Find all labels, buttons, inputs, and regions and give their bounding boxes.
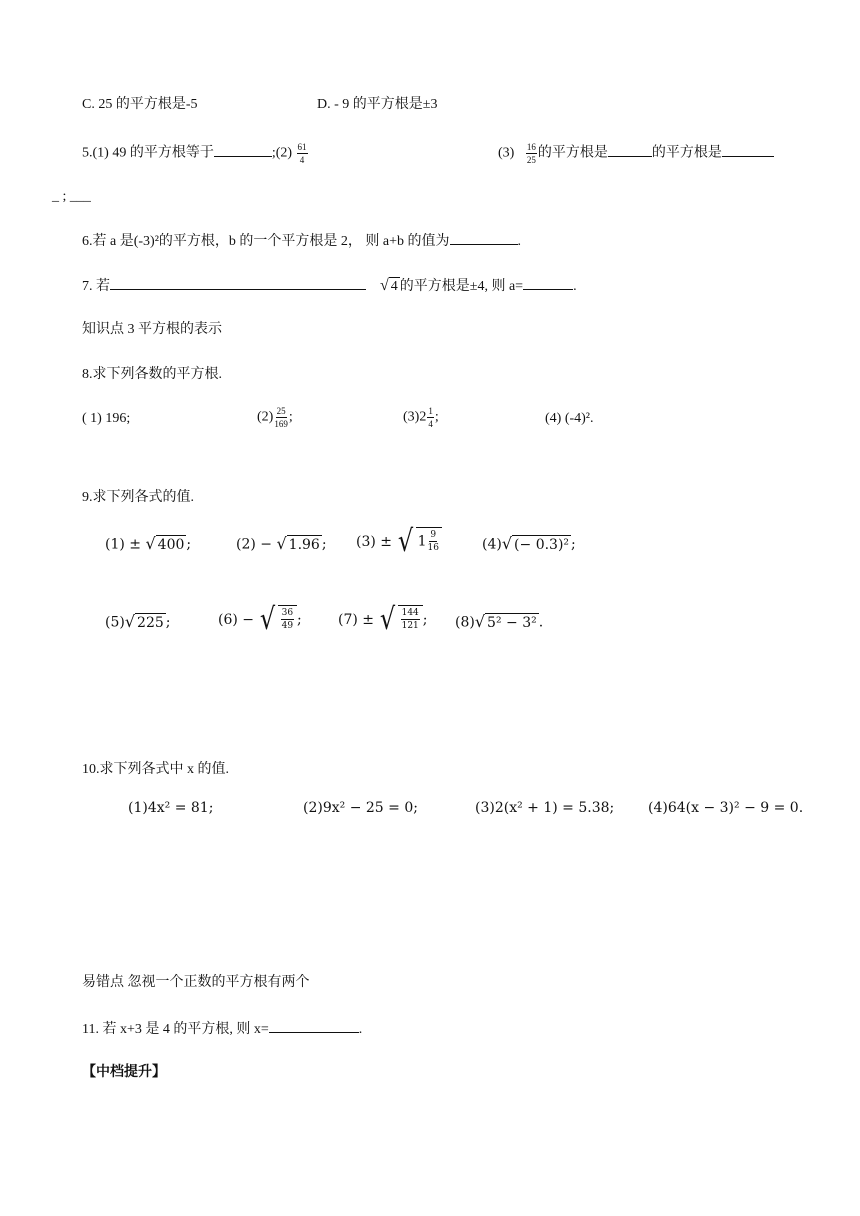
q4-option-d: D. - 9 的平方根是±3 [317, 97, 438, 112]
q6-line [82, 231, 521, 251]
q7-mid: 的平方根是±4, 则 a= [399, 279, 524, 294]
q7-blank [523, 276, 573, 290]
q9-title: 9.求下列各式的值. [82, 490, 194, 505]
q9-expr-6: (6) − √ $\frac{36}{49}$ ; [218, 602, 302, 637]
q7-line [82, 276, 577, 296]
q11-blank [269, 1019, 359, 1033]
q6-blank [450, 231, 518, 245]
q9-expr-2: (2) − √ 1.96 ; [236, 534, 327, 553]
q10-eq-3: (3)2(x² + 1) = 5.38; [475, 800, 615, 816]
q5-fraction-61-4: $\frac{61}{4}$ [297, 142, 307, 165]
q9-expr-1: (1) ± √ 400 ; [105, 534, 192, 553]
knowledge-point-3-title: 知识点 3 平方根的表示 [82, 322, 222, 337]
q8-title: 8.求下列各数的平方根. [82, 367, 222, 382]
q11-line [82, 1019, 362, 1039]
q7-sqrt: √ 4 [380, 277, 398, 295]
pitfall-title: 易错点 忽视一个正数的平方根有两个 [82, 975, 310, 990]
q5-blank-2 [608, 143, 652, 157]
q10-title: 10.求下列各式中 x 的值. [82, 762, 229, 777]
q7-end: . [573, 279, 577, 294]
q9-expr-7: (7) ± √ $\frac{144}{121}$ ; [338, 602, 428, 637]
q9-expr-3: (3) ± √ 1 $\frac{9}{16}$ [356, 527, 442, 557]
q5-blank-1 [214, 143, 272, 157]
q5-part1: 5.(1) 49 的平方根等于 [82, 145, 214, 161]
q8-part2: (2) $\frac{25}{169}$ ; [257, 406, 293, 429]
q10-eq-2: (2)9x² − 25 = 0; [303, 800, 418, 816]
q11-end: . [358, 1022, 363, 1037]
q5-fraction-16-25: $\frac{16}{25}$ [526, 142, 536, 165]
q9-expr-5: (5) √ 225 ; [105, 612, 171, 631]
q5-part3-mid: 的平方根是 [537, 145, 608, 161]
q5-part3-label: (3) [498, 145, 515, 161]
q8-fraction-1-4: $\frac{1}{4}$ [428, 406, 433, 429]
q10-eq-1: (1)4x² = 81; [128, 800, 214, 816]
q9-expr-4: (4) √ (− 0.3)² ; [482, 534, 576, 553]
q10-eq-4: (4)64(x − 3)² − 9 = 0. [648, 800, 804, 816]
q7-prefix: 7. 若 [82, 279, 110, 294]
q5-blank-3 [722, 143, 774, 157]
q8-part4: (4) (-4)². [545, 411, 594, 426]
q5-line [82, 142, 309, 165]
q9-expr-8: (8) √ 5² − 3² . [455, 612, 544, 631]
q5-part3-end: 的平方根是 [651, 145, 722, 161]
q8-fraction-25-169: $\frac{25}{169}$ [274, 406, 288, 429]
q8-part1: ( 1) 196; [82, 411, 131, 426]
q7-long-blank [110, 276, 366, 290]
q6-text: 6.若 a 是(-3)²的平方根，b 的一个平方根是 2， 则 a+b 的值为 [82, 234, 450, 249]
section-title: 【中档提升】 [82, 1065, 166, 1080]
q5-continuation: _ ; ___ [52, 189, 91, 204]
q6-end: . [517, 234, 522, 249]
q8-part3: (3)2 $\frac{1}{4}$ ; [403, 406, 439, 429]
q4-option-c: C. 25 的平方根是-5 [82, 97, 198, 112]
q5-part2-prefix: ;(2) [271, 145, 293, 161]
q5-part3 [498, 142, 774, 165]
q11-text: 11. 若 x+3 是 4 的平方根, 则 x= [82, 1022, 269, 1037]
